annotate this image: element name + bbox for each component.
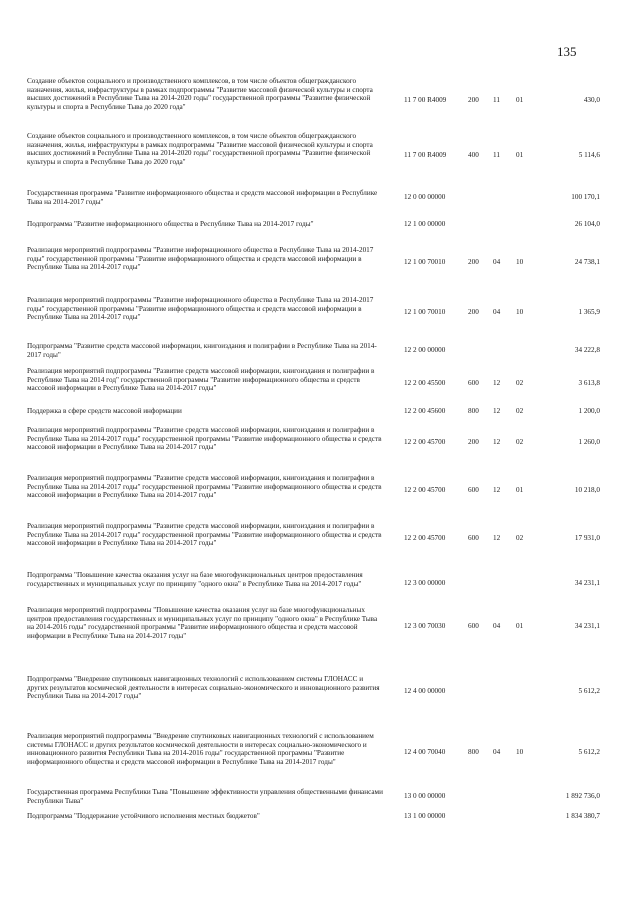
row-rz-code: 04 — [493, 747, 501, 756]
row-csr-code: 12 2 00 45600 — [404, 407, 446, 415]
table-row — [0, 675, 640, 707]
row-vr-code: 600 — [468, 621, 479, 630]
row-amount: 17 931,0 — [574, 533, 600, 542]
row-rz-code: 04 — [493, 621, 501, 630]
row-csr-code: 12 2 00 45500 — [404, 378, 446, 387]
table-row — [0, 367, 640, 399]
row-rz-code: 04 — [493, 257, 501, 266]
row-amount: 5 114,6 — [578, 150, 600, 159]
row-vr-code: 800 — [468, 407, 479, 415]
row-csr-code: 12 2 00 45700 — [404, 533, 446, 542]
row-pr-code: 02 — [516, 407, 524, 415]
row-name: Реализация мероприятий подпрограммы "Развитие средств массовой информации, книгоиздания и полиграфии в Республике Тыва на 2014-2017 годы" государственной программы "Развитие информационного общества и средств массовой информации в Республике Тыва на 2014-2017 годы" — [27, 474, 382, 500]
table-row — [0, 77, 640, 123]
row-name: Создание объектов социального и производственного комплексов, в том числе объектов общегражданского назначения, жилья, инфраструктуры в рамках подпрограммы "Развитие массовой физической культуры и спорта высших достижений в Республике Тыва на 2014-2020 годы" государственной программы "Развитие физической культуры и спорта в Республике Тыва до 2020 года" — [27, 77, 373, 111]
row-vr-code: 800 — [468, 747, 479, 756]
row-vr-code: 600 — [468, 533, 479, 542]
row-vr-code: 400 — [468, 150, 479, 159]
row-amount: 1 892 736,0 — [565, 791, 600, 800]
row-name: Государственная программа Республики Тыва "Повышение эффективности управления общественными финансами Республики Тыва" — [27, 788, 383, 805]
row-csr-code: 12 2 00 45700 — [404, 437, 446, 446]
table-row — [0, 522, 640, 554]
row-amount: 34 231,1 — [574, 621, 600, 630]
row-pr-code: 10 — [516, 747, 524, 756]
row-vr-code: 200 — [468, 437, 479, 446]
row-amount: 1 260,0 — [578, 437, 600, 446]
row-vr-code: 200 — [468, 307, 479, 316]
table-row — [0, 342, 640, 358]
row-pr-code: 02 — [516, 533, 524, 542]
row-pr-code: 10 — [516, 257, 524, 266]
row-name: Реализация мероприятий подпрограммы "Развитие информационного общества в Республике Тыва на 2014-2017 годы" государственной программы "Развитие информационного общества и средств массовой информации в Республике Тыва на 2014-2017 годы" — [27, 296, 374, 322]
row-csr-code: 12 4 00 70040 — [404, 747, 446, 756]
row-vr-code: 200 — [468, 95, 479, 104]
row-name: Подпрограмма "Развитие средств массовой информации, книгоиздания и полиграфии в Республике Тыва на 2014-2017 годы" — [27, 342, 377, 359]
row-vr-code: 200 — [468, 257, 479, 266]
row-name: Реализация мероприятий подпрограммы "Развитие информационного общества в Республике Тыва на 2014-2017 годы" государственной программы "Развитие информационного общества и средств массовой информации в Республике Тыва на 2014-2017 годы" — [27, 246, 374, 272]
row-name: Реализация мероприятий подпрограммы "Повышение качества оказания услуг на базе многофункциональных центров предоставления государственных и муниципальных услуг по принципу "одного окна" в Республике Тыва на 2014-2016 годы" государственной программы "Развитие информационного общества и средств массовой информации в Республике Тыва на 2014-2017 годы" — [27, 606, 378, 640]
row-csr-code: 13 1 00 00000 — [404, 812, 446, 820]
table-row — [0, 732, 640, 772]
row-amount: 26 104,0 — [574, 220, 600, 228]
row-name: Подпрограмма "Внедрение спутниковых навигационных технологий с использованием системы ГЛОНАСС и других результатов космической деятельности в интересах социально-экономического и инновационного развития Республики Тыва на 2014-2017 годы" — [27, 675, 380, 701]
table-row — [0, 788, 640, 804]
row-rz-code: 11 — [493, 150, 500, 159]
row-amount: 1 834 380,7 — [565, 812, 600, 820]
page-number: 135 — [557, 44, 577, 59]
row-pr-code: 01 — [516, 621, 524, 630]
table-row — [0, 606, 640, 646]
row-amount: 3 613,8 — [578, 378, 600, 387]
row-name: Реализация мероприятий подпрограммы "Развитие средств массовой информации, книгоиздания и полиграфии в Республике Тыва на 2014-2017 годы" государственной программы "Развитие информационного общества и средств массовой информации в Республике Тыва на 2014-2017 годы" — [27, 426, 382, 452]
table-row — [0, 571, 640, 595]
table-row — [0, 474, 640, 506]
row-amount: 5 612,2 — [578, 686, 600, 695]
row-amount: 10 218,0 — [574, 485, 600, 494]
row-rz-code: 12 — [493, 437, 501, 446]
row-csr-code: 13 0 00 00000 — [404, 791, 446, 800]
row-csr-code: 11 7 00 R4009 — [404, 150, 447, 159]
row-csr-code: 12 1 00 00000 — [404, 220, 446, 228]
row-pr-code: 01 — [516, 485, 524, 494]
row-name: Подпрограмма "Развитие информационного общества в Республике Тыва на 2014-2017 годы" — [27, 220, 314, 228]
row-amount: 100 170,1 — [571, 192, 600, 201]
table-row — [0, 189, 640, 205]
row-amount: 24 738,1 — [574, 257, 600, 266]
row-pr-code: 02 — [516, 437, 524, 446]
table-row — [0, 812, 640, 820]
row-rz-code: 12 — [493, 378, 501, 387]
row-amount: 1 200,0 — [578, 407, 600, 415]
row-pr-code: 01 — [516, 150, 524, 159]
table-row — [0, 132, 640, 178]
row-pr-code: 02 — [516, 378, 524, 387]
row-pr-code: 01 — [516, 95, 524, 104]
table-row — [0, 246, 640, 278]
row-csr-code: 12 1 00 70010 — [404, 307, 446, 316]
row-name: Реализация мероприятий подпрограммы "Развитие средств массовой информации, книгоиздания и полиграфии в Республике Тыва на 2014 год" государственной программы "Развитие информационного общества и средств массовой информации в Республике Тыва на 2014-2017 годы" — [27, 367, 375, 393]
row-rz-code: 12 — [493, 533, 501, 542]
row-name: Подпрограмма "Повышение качества оказания услуг на базе многофункциональных центров предоставления государственных и муниципальных услуг по принципу "одного окна" в Республике Тыва на 2014-2017 годы" — [27, 571, 363, 588]
row-name: Поддержка в сфере средств массовой информации — [27, 407, 182, 415]
row-csr-code: 11 7 00 R4009 — [404, 95, 447, 104]
row-rz-code: 11 — [493, 95, 500, 104]
row-csr-code: 12 2 00 45700 — [404, 485, 446, 494]
row-amount: 1 365,9 — [578, 307, 600, 316]
row-name: Реализация мероприятий подпрограммы "Внедрение спутниковых навигационных технологий с использованием системы ГЛОНАСС и других результатов космической деятельности в интересах социально-экономического и инновационного развития Республики Тыва на 2014-2016 годы" государственной программы "Развитие информационного общества и средств массовой информации в Республике Тыва на 2014-2017 годы" — [27, 732, 374, 766]
table-row — [0, 407, 640, 415]
row-name: Создание объектов социального и производственного комплексов, в том числе объектов общегражданского назначения, жилья, инфраструктуры в рамках подпрограммы "Развитие массовой физической культуры и спорта высших достижений в Республике Тыва на 2014-2020 годы" государственной программы "Развитие физической культуры и спорта в Республике Тыва до 2020 года" — [27, 132, 373, 166]
row-rz-code: 12 — [493, 485, 501, 494]
row-name: Реализация мероприятий подпрограммы "Развитие средств массовой информации, книгоиздания и полиграфии в Республике Тыва на 2014-2017 годы" государственной программы "Развитие информационного общества и средств массовой информации в Республике Тыва на 2014-2017 годы" — [27, 522, 382, 548]
row-rz-code: 12 — [493, 407, 501, 415]
table-row — [0, 220, 640, 228]
row-name: Государственная программа "Развитие информационного общества и средств массовой информации в Республике Тыва на 2014-2017 годы" — [27, 189, 378, 206]
row-vr-code: 600 — [468, 378, 479, 387]
row-csr-code: 12 3 00 00000 — [404, 578, 446, 587]
row-vr-code: 600 — [468, 485, 479, 494]
row-amount: 34 231,1 — [574, 578, 600, 587]
row-csr-code: 12 0 00 00000 — [404, 192, 446, 201]
row-csr-code: 12 1 00 70010 — [404, 257, 446, 266]
row-csr-code: 12 2 00 00000 — [404, 345, 446, 354]
row-amount: 34 222,8 — [574, 345, 600, 354]
row-name: Подпрограмма "Поддержание устойчивого исполнения местных бюджетов" — [27, 812, 260, 820]
row-csr-code: 12 3 00 70030 — [404, 621, 446, 630]
row-rz-code: 04 — [493, 307, 501, 316]
table-row — [0, 426, 640, 458]
table-row — [0, 296, 640, 328]
row-pr-code: 10 — [516, 307, 524, 316]
row-amount: 5 612,2 — [578, 747, 600, 756]
row-csr-code: 12 4 00 00000 — [404, 686, 446, 695]
row-amount: 430,0 — [583, 95, 600, 104]
